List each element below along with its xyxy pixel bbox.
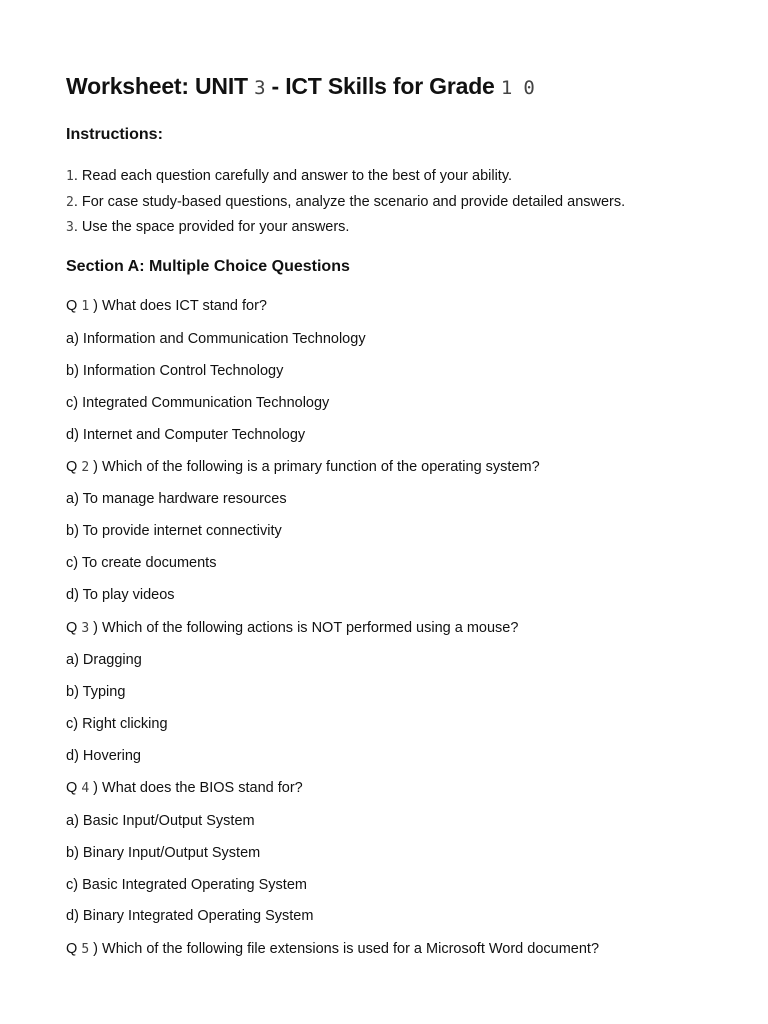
question-text: ) Which of the following file extensions is used for a Microsoft Word document?: [93, 941, 600, 957]
answer-option: d) Internet and Computer Technology: [66, 427, 306, 443]
question-number: 3: [81, 621, 90, 636]
answer-option: d) To play videos: [66, 587, 175, 603]
question-text: ) Which of the following is a primary function of the operating system?: [93, 459, 540, 475]
question-text: ) Which of the following actions is NOT performed using a mouse?: [93, 620, 519, 636]
question-number: 4: [81, 781, 90, 796]
question-prefix: Q: [66, 941, 78, 957]
instruction-text: . For case study-based questions, analyze the scenario and provide detailed answers.: [73, 194, 626, 210]
question-2: [66, 459, 540, 475]
question-text: ) What does ICT stand for?: [93, 298, 267, 314]
section-a-heading: Section A: Multiple Choice Questions: [66, 258, 350, 275]
answer-option: d) Hovering: [66, 748, 141, 764]
question-number: 1: [81, 299, 90, 314]
answer-option: c) Integrated Communication Technology: [66, 395, 330, 411]
instruction-item: [66, 194, 625, 210]
instruction-text: . Use the space provided for your answers.: [73, 219, 350, 235]
question-number: 5: [81, 942, 90, 957]
question-5: [66, 941, 599, 957]
question-prefix: Q: [66, 780, 78, 796]
page-title: [66, 73, 535, 100]
answer-option: c) Right clicking: [66, 716, 168, 732]
answer-option: a) Basic Input/Output System: [66, 813, 255, 829]
question-number: 2: [81, 460, 90, 475]
unit-number: 3: [254, 77, 266, 99]
question-3: [66, 620, 518, 636]
answer-option: b) To provide internet connectivity: [66, 523, 282, 539]
answer-option: a) To manage hardware resources: [66, 491, 287, 507]
instruction-text: . Read each question carefully and answer to the best of your ability.: [73, 168, 513, 184]
answer-option: b) Binary Input/Output System: [66, 845, 261, 861]
question-text: ) What does the BIOS stand for?: [93, 780, 303, 796]
title-middle: - ICT Skills for Grade: [271, 73, 495, 99]
answer-option: a) Dragging: [66, 652, 142, 668]
instruction-number: 3: [66, 220, 74, 235]
grade-number: 1 0: [500, 77, 535, 99]
instruction-number: 1: [66, 169, 74, 184]
answer-option: c) To create documents: [66, 555, 217, 571]
answer-option: d) Binary Integrated Operating System: [66, 908, 314, 924]
instructions-heading: Instructions:: [66, 126, 163, 143]
answer-option: b) Information Control Technology: [66, 363, 284, 379]
question-4: [66, 780, 303, 796]
question-prefix: Q: [66, 459, 78, 475]
title-prefix: Worksheet: UNIT: [66, 73, 248, 99]
instruction-item: [66, 219, 349, 235]
instruction-number: 2: [66, 195, 74, 210]
question-prefix: Q: [66, 298, 78, 314]
instruction-item: [66, 168, 512, 184]
answer-option: a) Information and Communication Technology: [66, 331, 366, 347]
question-prefix: Q: [66, 620, 78, 636]
question-1: [66, 298, 267, 314]
answer-option: b) Typing: [66, 684, 126, 700]
answer-option: c) Basic Integrated Operating System: [66, 877, 307, 893]
